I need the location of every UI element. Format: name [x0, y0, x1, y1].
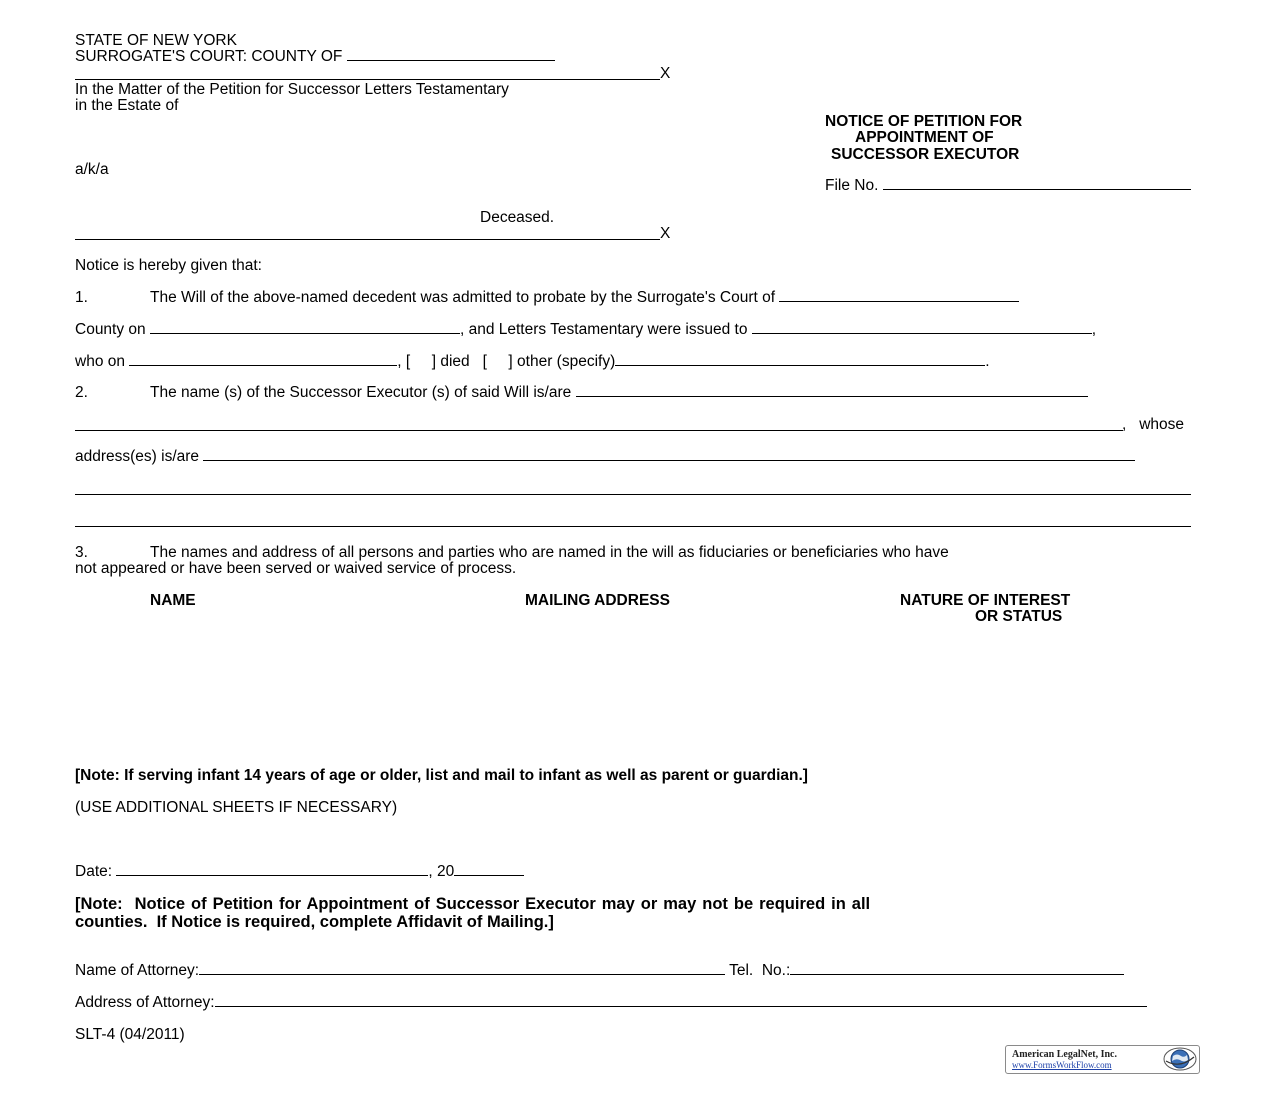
column-header-nature: NATURE OF INTEREST: [900, 592, 1071, 609]
tel-field[interactable]: [790, 973, 1124, 975]
court-label: SURROGATE'S COURT: COUNTY OF: [75, 48, 343, 65]
other-specify-field[interactable]: [615, 364, 985, 366]
period: .: [985, 353, 990, 370]
county-on-line: [75, 322, 1096, 338]
date-field[interactable]: [116, 874, 428, 876]
letters-issued-to-field[interactable]: [752, 332, 1092, 334]
executor-address-field[interactable]: [203, 459, 1135, 461]
logo-website-link[interactable]: www.FormsWorkFlow.com: [1012, 1060, 1112, 1070]
title-line-2: APPOINTMENT OF: [855, 129, 994, 146]
american-legalnet-logo[interactable]: [1005, 1045, 1200, 1074]
attorney-name-line: [75, 963, 1124, 979]
successor-executor-field[interactable]: [576, 395, 1088, 397]
whose-label: , whose: [1122, 416, 1185, 433]
item2-text: The name (s) of the Successor Executor (s) of said Will is/are: [150, 384, 572, 401]
logo-company-name: American LegalNet, Inc.: [1012, 1049, 1117, 1060]
who-on-date-field[interactable]: [129, 364, 397, 366]
item3-number: 3.: [75, 544, 88, 561]
attorney-address-field[interactable]: [215, 1005, 1147, 1007]
attorney-address-label: Address of Attorney:: [75, 994, 215, 1011]
attorney-name-label: Name of Attorney:: [75, 962, 200, 979]
address-line: [75, 449, 1135, 465]
comma: ,: [1091, 321, 1097, 338]
executor-address-field-2[interactable]: [75, 494, 1191, 495]
probate-date-field[interactable]: [150, 332, 460, 334]
caption-bottom-rule: [75, 239, 660, 240]
deceased-label: Deceased.: [480, 209, 555, 226]
form-id: SLT-4 (04/2011): [75, 1026, 185, 1043]
probate-court-field[interactable]: [779, 300, 1019, 302]
successor-executor-field-2[interactable]: [75, 430, 1123, 431]
year-prefix: , 20: [428, 863, 455, 880]
item2-number: 2.: [75, 384, 88, 401]
date-line: [75, 864, 524, 880]
globe-icon: [1163, 1047, 1197, 1071]
died-checkbox-label[interactable]: , [ ] died: [397, 353, 470, 370]
column-header-status: OR STATUS: [975, 608, 1063, 625]
letters-issued-label: , and Letters Testamentary were issued to: [459, 321, 748, 338]
aka-label: a/k/a: [75, 161, 109, 178]
caption-x-mark-bottom: X: [660, 225, 671, 242]
file-no-field[interactable]: [883, 188, 1191, 190]
required-note-line-2: counties. If Notice is required, complete Affidavit of Mailing.]: [75, 913, 554, 931]
item1-number: 1.: [75, 289, 88, 306]
county-on-label: County on: [75, 321, 146, 338]
column-header-name: NAME: [150, 592, 196, 609]
matter-line-2: in the Estate of: [75, 97, 179, 114]
title-line-3: SUCCESSOR EXECUTOR: [831, 146, 1020, 163]
attorney-name-field[interactable]: [199, 973, 725, 975]
date-label: Date:: [75, 863, 113, 880]
who-on-line: [75, 354, 990, 370]
who-on-label: who on: [75, 353, 125, 370]
address-label: address(es) is/are: [75, 448, 200, 465]
infant-note: [Note: If serving infant 14 years of age or older, list and mail to infant as well as parent or guardian.]: [75, 767, 808, 784]
attorney-address-line: [75, 995, 1147, 1011]
caption-top-rule: [75, 79, 660, 80]
state-heading: STATE OF NEW YORK: [75, 32, 237, 49]
item2-line: [150, 385, 1088, 401]
tel-label: Tel. No.:: [729, 962, 791, 979]
executor-address-field-3[interactable]: [75, 526, 1191, 527]
title-line-1: NOTICE OF PETITION FOR: [825, 113, 1023, 130]
matter-line-1: In the Matter of the Petition for Successor Letters Testamentary: [75, 81, 509, 98]
column-header-address: MAILING ADDRESS: [525, 592, 670, 609]
file-no-line: [825, 178, 1191, 194]
item3-line-1: The names and address of all persons and parties who are named in the will as fiduciaries or beneficiaries who have: [150, 544, 949, 561]
item3-line-2: not appeared or have been served or waived service of process.: [75, 560, 517, 577]
caption-x-mark-top: X: [660, 65, 671, 82]
county-field[interactable]: [347, 59, 555, 61]
item1-line: [150, 290, 1019, 306]
additional-sheets-note: (USE ADDITIONAL SHEETS IF NECESSARY): [75, 799, 398, 816]
other-checkbox-label[interactable]: [ ] other (specify): [482, 353, 616, 370]
file-no-label: File No.: [825, 177, 879, 194]
notice-intro: Notice is hereby given that:: [75, 257, 262, 274]
year-field[interactable]: [454, 874, 524, 876]
court-county-line: [75, 49, 555, 65]
required-note-line-1: [Note: Notice of Petition for Appointment of Successor Executor may or may not be required in all: [75, 895, 871, 913]
item1-text: The Will of the above-named decedent was admitted to probate by the Surrogate's Court of: [150, 289, 776, 306]
